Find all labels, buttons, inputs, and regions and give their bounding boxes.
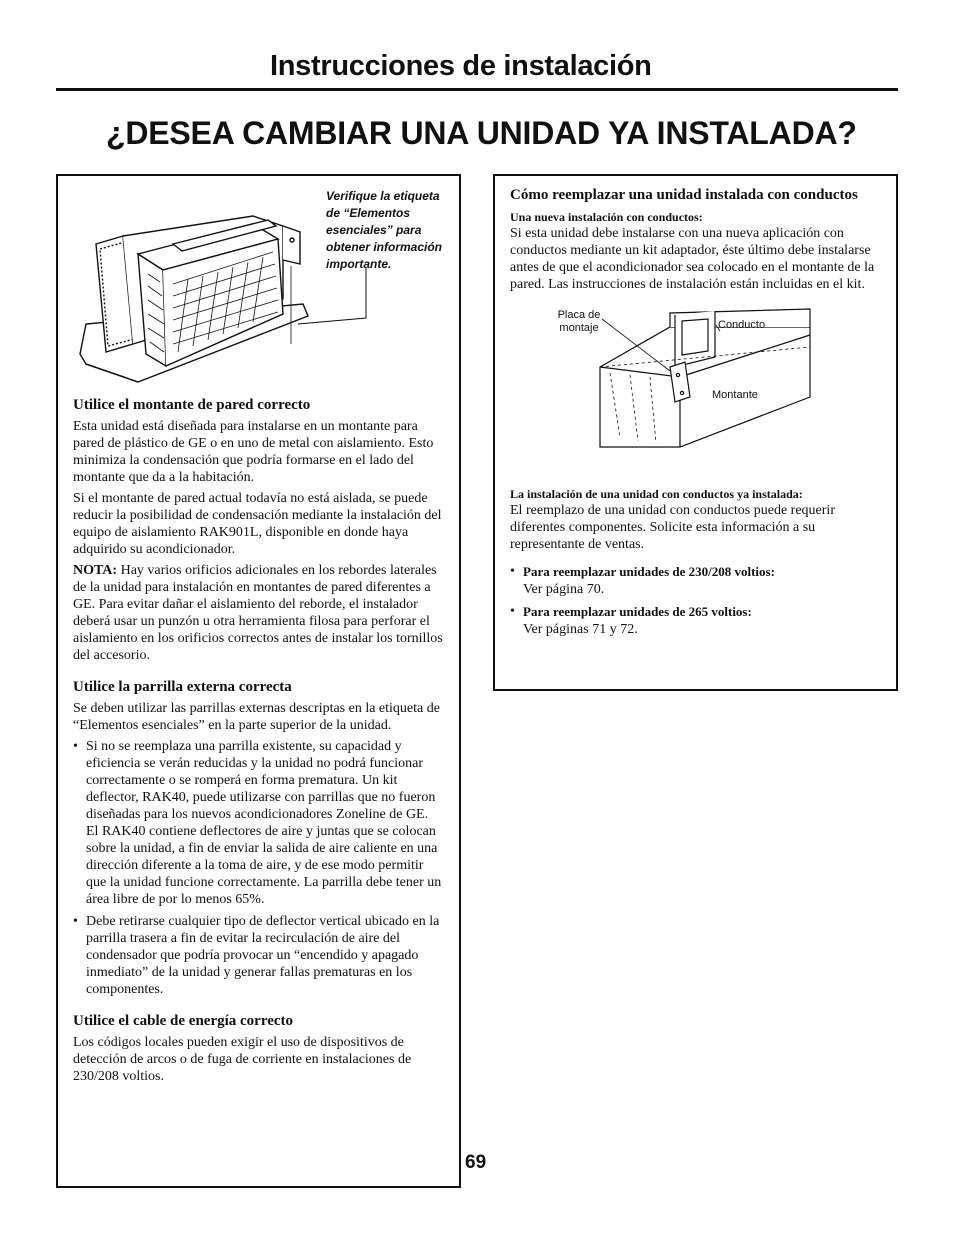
bullet-list [73,738,443,998]
list-item [510,563,885,598]
duct-label: Conducto [718,319,766,331]
section-heading-ducted: Cómo reemplazar una unidad instalada con conductos [510,187,858,203]
air-conditioner-illustration [78,204,318,384]
left-panel [56,174,461,1188]
section-heading-wall-case: Utilice el montante de pared correcto [73,397,311,413]
left-content [73,396,443,1089]
paragraph: Se deben utilizar las parrillas externas descriptas en la etiqueta de “Elementos esenciales” en la parte superior de la unidad. [73,701,440,733]
header-title: Instrucciones de instalación [270,50,652,82]
list-item-lead: Para reemplazar unidades de 265 voltios: [523,604,752,619]
list-item: • Si no se reemplaza una parrilla existente, su capacidad y eficiencia se verán reducidas y la unidad no podrá funcionar correctamente o se romperá en forma prematura. Un kit deflector, RAK40, puede utilizarse con parrillas que no fueron diseñadas para los nuevos acondicionadores Zoneline de GE. El RAK40 contiene deflectores de aire y juntas que se colocan sobre la unidad, a fin de enviar la salida de aire caliente en una dirección diferente a la toma de aire, y de ese modo permitir que la unidad funcione correctamente. La parrilla debe tener un área libre de por lo menos 65%. [73,738,443,908]
mounting-plate-label: Placa de montaje [557,309,601,334]
paragraph: El reemplazo de una unidad con conductos puede requerir diferentes componentes. Solicite esta información a su representante de ventas. [510,503,835,552]
paragraph: Si el montante de pared actual todavía no está aislada, se puede reducir la posibilidad de condensación mediante la instalación del equipo de aislamiento RAK901L, disponible en donde haya adquirido su acondicionador. [73,491,442,557]
subheading-existing-install: La instalación de una unidad con conductos ya instalada: [510,487,803,501]
page-number: 69 [465,1152,487,1173]
bullet-list [510,563,885,638]
callout-leader-line [296,266,376,326]
list-item-lead: Para reemplazar unidades de 230/208 voltios: [523,564,775,579]
list-item-text: Ver página 70. [523,582,605,597]
paragraph: Los códigos locales pueden exigir el uso de dispositivos de detección de arcos o de fuga de corriente en instalaciones de 230/208 voltios. [73,1035,412,1084]
duct-figure [510,307,885,477]
header-rule [56,88,898,91]
note-label: NOTA: [73,563,118,578]
paragraph: Esta unidad está diseñada para instalarse en un montante para pared de plástico de GE o en uno de metal con aislamiento. Esto minimiza la condensación que podría formarse en el lado del montante que da a la habitación. [73,419,434,485]
right-panel [493,174,898,691]
wall-case-label: Montante [712,389,758,401]
note-paragraph [73,562,443,664]
essential-label-callout: Verifique la etiqueta de “Elementos esenciales” para obtener información importante. [326,189,443,271]
list-item-text: Ver páginas 71 y 72. [523,622,638,637]
subheading-new-install: Una nueva instalación con conductos: [510,210,703,224]
list-item [510,603,885,638]
page-title: ¿DESEA CAMBIAR UNA UNIDAD YA INSTALADA? [106,115,857,151]
right-content [510,186,885,643]
section-heading-grille: Utilice la parrilla externa correcta [73,679,292,695]
note-text: Hay varios orificios adicionales en los rebordes laterales de la unidad para instalación en montantes de pared diferentes a GE. Para evitar dañar el aislamiento del reborde, el instalador deberá usar un punzón u otra herramienta filosa para perforar el aislamiento en los orificios correctos antes de instalar los tornillos del accesorio. [73,563,443,663]
paragraph: Si esta unidad debe instalarse con una nueva aplicación con conductos mediante un kit adaptador, éste último debe instalarse antes de que el acondicionador sea colocado en el montante de la pared. Las instrucciones de instalación están incluidas en el kit. [510,226,875,292]
section-heading-power-cord: Utilice el cable de energía correcto [73,1013,294,1029]
list-item: • Debe retirarse cualquier tipo de deflector vertical ubicado en la parrilla trasera a fin de evitar la recirculación de aire del condensador que podría provocar un “encendido y apagado inmediato” de la unidad y generar fallas prematuras en los componentes. [73,913,443,998]
